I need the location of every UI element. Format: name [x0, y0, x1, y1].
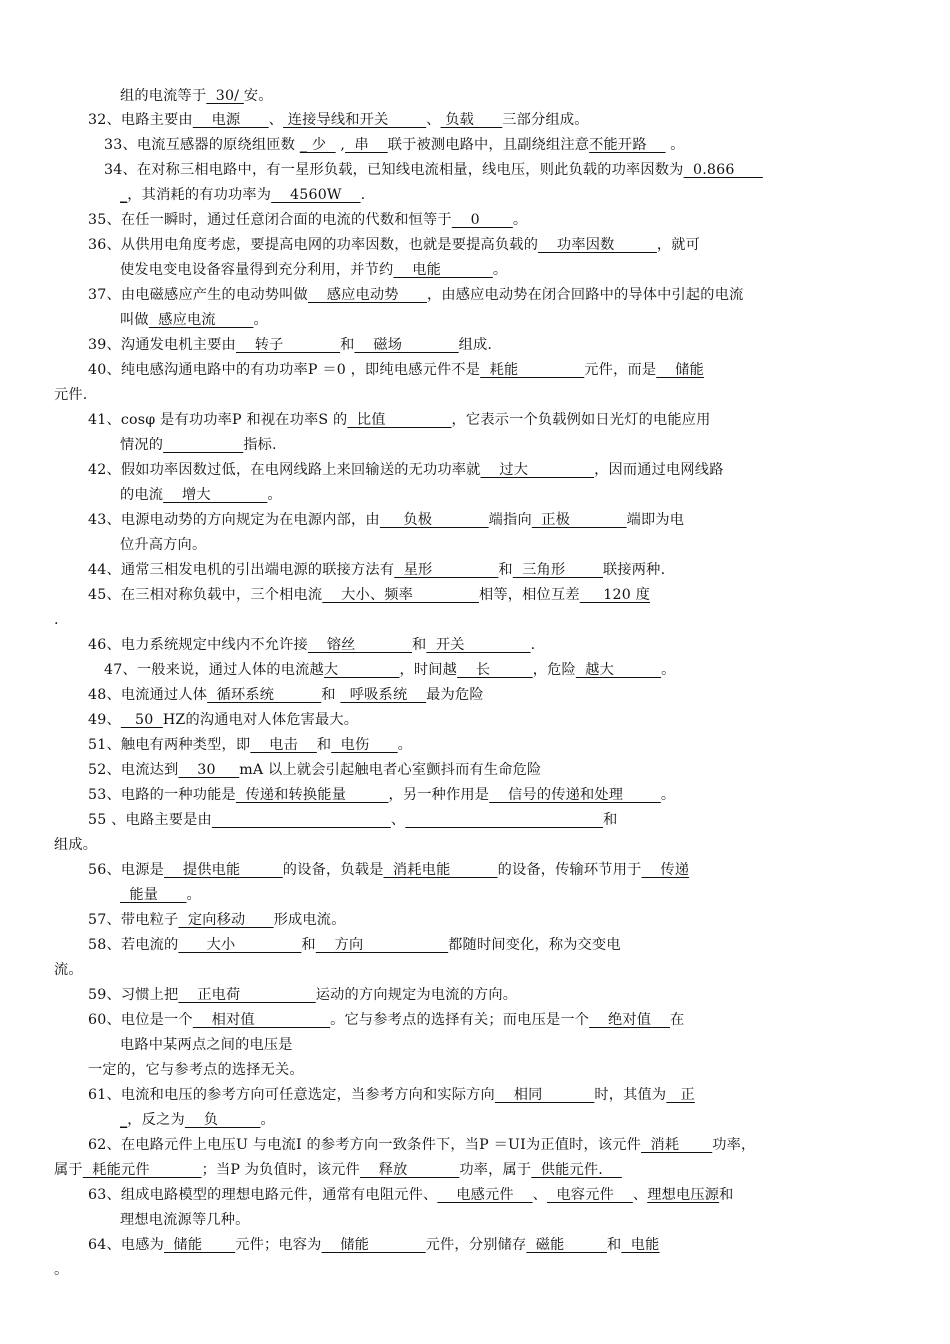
text-line [88, 985, 517, 1005]
text-segment: 48、电流通过人体 [88, 687, 208, 703]
text-segment: 63、组成电路模型的理想电路元件，通常有电阻元件、 [88, 1187, 438, 1203]
answer-blank: 三角形 [512, 562, 604, 578]
text-line [88, 585, 650, 605]
answer-blank: 大 [323, 662, 400, 678]
text-segment: 组成。 [54, 837, 98, 853]
text-segment: 流。 [54, 962, 83, 978]
text-segment: 和 [316, 737, 332, 753]
text-segment: 组成. [458, 337, 493, 353]
answer-blank: 越大 [575, 662, 662, 678]
text-segment: 43、电源电动势的方向规定为在电源内部，由 [88, 512, 380, 528]
text-line [88, 935, 621, 955]
text-line [88, 560, 665, 580]
text-segment: 32、电路主要由 [88, 112, 193, 128]
text-segment: 64、电感为 [88, 1237, 165, 1253]
text-segment: 的设备，负载是 [282, 862, 384, 878]
text-line [88, 510, 684, 530]
text-line [88, 760, 541, 780]
answer-blank: 转子 [235, 337, 341, 353]
answer-blank: 正 [666, 1087, 695, 1103]
text-line [120, 485, 282, 505]
text-segment: 和 [606, 1237, 622, 1253]
answer-blank [405, 812, 603, 828]
answer-blank: 定向移动 [178, 912, 274, 928]
text-segment: 56、电源是 [88, 862, 165, 878]
answer-blank: _ [120, 1112, 128, 1128]
text-segment: 。它与参考点的选择有关；而电压是一个 [330, 1012, 590, 1028]
answer-blank: 比值 [347, 412, 452, 428]
text-segment: 33、电流互感器的原绕组匝数 [104, 137, 300, 153]
text-segment: 35、在任一瞬时，通过任意闭合面的电流的代数和恒等于 [88, 212, 452, 228]
text-segment: 、 [532, 1187, 547, 1203]
answer-blank: 开关 [426, 637, 531, 653]
text-segment: 指标. [243, 437, 277, 453]
text-segment: 。 [665, 137, 685, 153]
text-segment: 端指向 [488, 512, 532, 528]
answer-blank: 星形 [394, 562, 499, 578]
text-segment: 情况的 [120, 437, 164, 453]
text-segment: 。 [397, 737, 413, 753]
text-segment: 。 [54, 1262, 69, 1278]
text-segment: 和 [719, 1187, 734, 1203]
text-segment: 34、在对称三相电路中，有一星形负载，已知线电流相量，线电压，则此负载的功率因数为 [104, 162, 684, 178]
text-segment: 41、cosφ 是有功功率P 和视在功率S 的 [88, 412, 348, 428]
text-segment: ，其消耗的有功功率为 [127, 187, 272, 203]
answer-blank: 耗能元件 [82, 1162, 202, 1178]
text-line [88, 285, 743, 305]
text-segment: . [530, 637, 536, 653]
answer-blank: 呼吸系统 [340, 687, 427, 703]
text-segment: 45、在三相对称负载中，三个相电流 [88, 587, 323, 603]
text-segment: 运动的方向规定为电流的方向。 [315, 987, 518, 1003]
text-segment: 在 [669, 1012, 685, 1028]
text-segment: 联于被测电路中，且副绕组注意 [387, 137, 590, 153]
text-line [88, 1085, 695, 1105]
answer-blank: 0 [451, 212, 513, 228]
text-line [54, 835, 97, 855]
answer-blank: 储能 [164, 1237, 236, 1253]
text-line [88, 1010, 684, 1030]
text-segment: ，它表示一个负载例如日光灯的电能应用 [451, 412, 711, 428]
answer-blank: 镕丝 [307, 637, 413, 653]
text-line [88, 1060, 304, 1080]
answer-blank: 能量 [120, 887, 187, 903]
answer-blank: 绝对值 [589, 1012, 670, 1028]
text-segment: 。 [512, 212, 528, 228]
text-segment: 端即为电 [626, 512, 685, 528]
text-segment: 安。 [243, 88, 273, 104]
text-segment: ，因而通过电网线路 [594, 462, 724, 478]
text-segment: ，另一种作用是 [388, 787, 490, 803]
text-line [104, 135, 685, 155]
text-segment: 、 [268, 112, 284, 128]
answer-blank: 消耗 [641, 1137, 713, 1153]
answer-blank: 电击 [250, 737, 317, 753]
answer-blank: 不能开路 [589, 137, 666, 153]
answer-blank: 串 [345, 137, 388, 153]
answer-blank: 相对值 [192, 1012, 331, 1028]
text-segment: 60、电位是一个 [88, 1012, 193, 1028]
answer-blank: 磁能 [526, 1237, 607, 1253]
text-segment: HZ的沟通电对人体危害最大。 [162, 712, 359, 728]
text-segment: 使发电变电设备容量得到充分利用，并节约 [120, 262, 394, 278]
answer-blank: 过大 [480, 462, 595, 478]
text-line [120, 1035, 293, 1055]
text-line [88, 210, 527, 230]
text-line [54, 1260, 68, 1280]
text-line [88, 910, 346, 930]
text-segment: ；当P 为负值时，该元件 [201, 1162, 360, 1178]
answer-blank: 传递 [641, 862, 690, 878]
text-segment: 。 [492, 262, 508, 278]
text-segment: 52、电流达到 [88, 762, 179, 778]
answer-blank: 连接导线和开关 [283, 112, 427, 128]
text-line [120, 1110, 275, 1130]
answer-blank: 循环系统 [207, 687, 322, 703]
text-line [88, 635, 535, 655]
text-segment: 相等，相位互差 [479, 587, 580, 603]
answer-blank: 30/ [206, 88, 244, 104]
text-segment: ，反之为 [127, 1112, 185, 1128]
text-line [88, 810, 617, 830]
answer-blank: 功率因数 [538, 237, 657, 253]
answer-blank: 供能元件. [531, 1162, 622, 1178]
text-line [54, 385, 88, 405]
answer-blank: 储能 [321, 1237, 426, 1253]
text-line [120, 435, 277, 455]
text-segment: 37、由电磁感应产生的电动势叫做 [88, 287, 308, 303]
answer-blank: 传递和转换能量 [235, 787, 389, 803]
text-line [54, 960, 83, 980]
text-line [104, 660, 676, 680]
text-segment: 、 [632, 1187, 648, 1203]
text-line [88, 335, 492, 355]
answer-blank: 大小 [178, 937, 302, 953]
text-segment: 40、纯电感沟通电路中的有功功率P ＝0 ，即纯电感元件不是 [88, 362, 481, 378]
text-segment: ，由感应电动势在闭合回路中的导体中引起的电流 [426, 287, 744, 303]
text-segment: 一定的，它与参考点的选择无关。 [88, 1062, 304, 1078]
text-line [54, 610, 59, 630]
answer-blank: 50 [120, 712, 163, 728]
text-line [120, 535, 206, 555]
text-line [88, 1135, 755, 1155]
answer-blank: 理想电压源 [647, 1187, 720, 1203]
text-segment: ，危险 [532, 662, 576, 678]
text-segment: 元件；电容为 [235, 1237, 322, 1253]
text-segment: 和 [340, 337, 355, 353]
text-segment: 。 [260, 1112, 275, 1128]
text-segment: 元件. [54, 387, 88, 403]
text-segment: 的设备，传输环节用于 [497, 862, 642, 878]
answer-blank: 负极 [379, 512, 489, 528]
answer-blank: 4560W [271, 187, 361, 203]
text-segment: 55 、电路主要是由 [88, 812, 212, 828]
text-segment: 和 [301, 937, 316, 953]
text-segment: 46、电力系统规定中线内不允许接 [88, 637, 308, 653]
text-segment: 电路中某两点之间的电压是 [120, 1037, 293, 1053]
text-line [104, 160, 763, 180]
text-line [88, 710, 358, 730]
answer-blank: 电源 [192, 112, 269, 128]
text-line [120, 260, 507, 280]
text-segment: 形成电流。 [273, 912, 346, 928]
answer-blank: 0.866 [683, 162, 763, 178]
text-segment: 最为危险 [426, 687, 484, 703]
answer-blank: 正电荷 [178, 987, 316, 1003]
text-segment: 和 [603, 812, 618, 828]
text-segment: 53、电路的一种功能是 [88, 787, 236, 803]
text-line [54, 1160, 622, 1180]
text-line [88, 1235, 660, 1255]
text-segment: 49、 [88, 712, 121, 728]
text-line [120, 1210, 250, 1230]
text-segment: ，时间越 [399, 662, 458, 678]
text-line [88, 460, 724, 480]
text-segment: 三部分组成。 [502, 112, 589, 128]
text-segment: 联接两种. [603, 562, 666, 578]
text-segment: 元件，分别储存 [425, 1237, 527, 1253]
text-line [88, 1185, 734, 1205]
answer-blank [163, 437, 243, 453]
text-segment: 和 [321, 687, 341, 703]
text-line [88, 235, 700, 255]
text-line [120, 310, 268, 330]
answer-blank: 负 [184, 1112, 261, 1128]
text-segment: 和 [412, 637, 427, 653]
answer-blank: 提供电能 [164, 862, 283, 878]
text-segment: . [360, 187, 366, 203]
text-segment: 位升高方向。 [120, 537, 207, 553]
answer-blank: 感应电流 [148, 312, 254, 328]
answer-blank: 负载 [440, 112, 503, 128]
text-segment: . [54, 612, 59, 628]
text-segment: ，就可 [656, 237, 701, 253]
text-line [88, 410, 711, 430]
text-line [88, 685, 484, 705]
answer-blank: 正极 [531, 512, 627, 528]
answer-blank: 增大 [163, 487, 268, 503]
answer-blank: 磁场 [354, 337, 459, 353]
answer-blank [212, 812, 391, 828]
text-segment: 组的电流等于 [120, 88, 207, 104]
text-segment: 、 [390, 812, 406, 828]
text-segment: 时，其值为 [594, 1087, 667, 1103]
answer-blank: 消耗电能 [383, 862, 498, 878]
text-line [120, 86, 273, 106]
text-segment: 42、假如功率因数过低，在电网线路上来回输送的无功功率就 [88, 462, 481, 478]
text-segment: 51、触电有两种类型，即 [88, 737, 251, 753]
answer-blank: 电能 [393, 262, 493, 278]
text-segment: 功率， [712, 1137, 756, 1153]
answer-blank: 电感元件 [437, 1187, 533, 1203]
text-segment: 属于 [54, 1162, 83, 1178]
text-segment: 功率，属于 [459, 1162, 532, 1178]
text-line [120, 185, 365, 205]
answer-blank: 长 [457, 662, 533, 678]
text-segment: , [335, 137, 346, 153]
answer-blank: 感应电动势 [307, 287, 427, 303]
answer-blank: 大小、频率 [322, 587, 479, 603]
answer-blank: 释放 [359, 1162, 460, 1178]
text-segment: 36、从供用电角度考虑，要提高电网的功率因数，也就是要提高负载的 [88, 237, 539, 253]
answer-blank: 电伤 [331, 737, 398, 753]
text-segment: 59、习惯上把 [88, 987, 179, 1003]
text-segment: 。 [267, 487, 282, 503]
answer-blank: 30 [178, 762, 240, 778]
answer-blank: 120 度 [579, 587, 651, 603]
text-segment: 44、通常三相发电机的引出端电源的联接方法有 [88, 562, 395, 578]
text-segment: 47、一般来说，通过人体的电流越 [104, 662, 324, 678]
text-line [88, 785, 675, 805]
text-segment: 和 [498, 562, 513, 578]
text-line [120, 885, 201, 905]
text-segment: 62、在电路元件上电压U 与电流I 的参考方向一致条件下，当P ＝UI为正值时，该元件 [88, 1137, 642, 1153]
text-segment: 、 [426, 112, 441, 128]
answer-blank: 耗能 [480, 362, 585, 378]
text-line [88, 110, 589, 130]
text-segment: 元件，而是 [584, 362, 657, 378]
text-line [88, 360, 704, 380]
text-segment: 57、带电粒子 [88, 912, 179, 928]
answer-blank: 储能 [656, 362, 704, 378]
answer-blank: 方向 [315, 937, 449, 953]
text-segment: 。 [253, 312, 268, 328]
answer-blank: _ [120, 187, 128, 203]
text-line [88, 860, 689, 880]
text-segment: 叫做 [120, 312, 149, 328]
text-segment: 61、电流和电压的参考方向可任意选定，当参考方向和实际方向 [88, 1087, 495, 1103]
answer-blank: 信号的传递和处理 [489, 787, 661, 803]
answer-blank: _ 少 [299, 137, 336, 153]
text-segment: 58、若电流的 [88, 937, 179, 953]
text-segment: 的电流 [120, 487, 164, 503]
answer-blank: 相同 [494, 1087, 595, 1103]
text-segment: 都随时间变化，称为交变电 [448, 937, 621, 953]
answer-blank: 电能 [621, 1237, 660, 1253]
text-segment: 。 [661, 662, 676, 678]
text-segment: 理想电流源等几种。 [120, 1212, 250, 1228]
text-segment: 。 [186, 887, 201, 903]
text-line [88, 735, 412, 755]
text-segment: mA 以上就会引起触电者心室颤抖而有生命危险 [239, 762, 542, 778]
answer-blank: 电容元件 [547, 1187, 633, 1203]
text-segment: 。 [660, 787, 676, 803]
text-segment: 39、沟通发电机主要由 [88, 337, 236, 353]
